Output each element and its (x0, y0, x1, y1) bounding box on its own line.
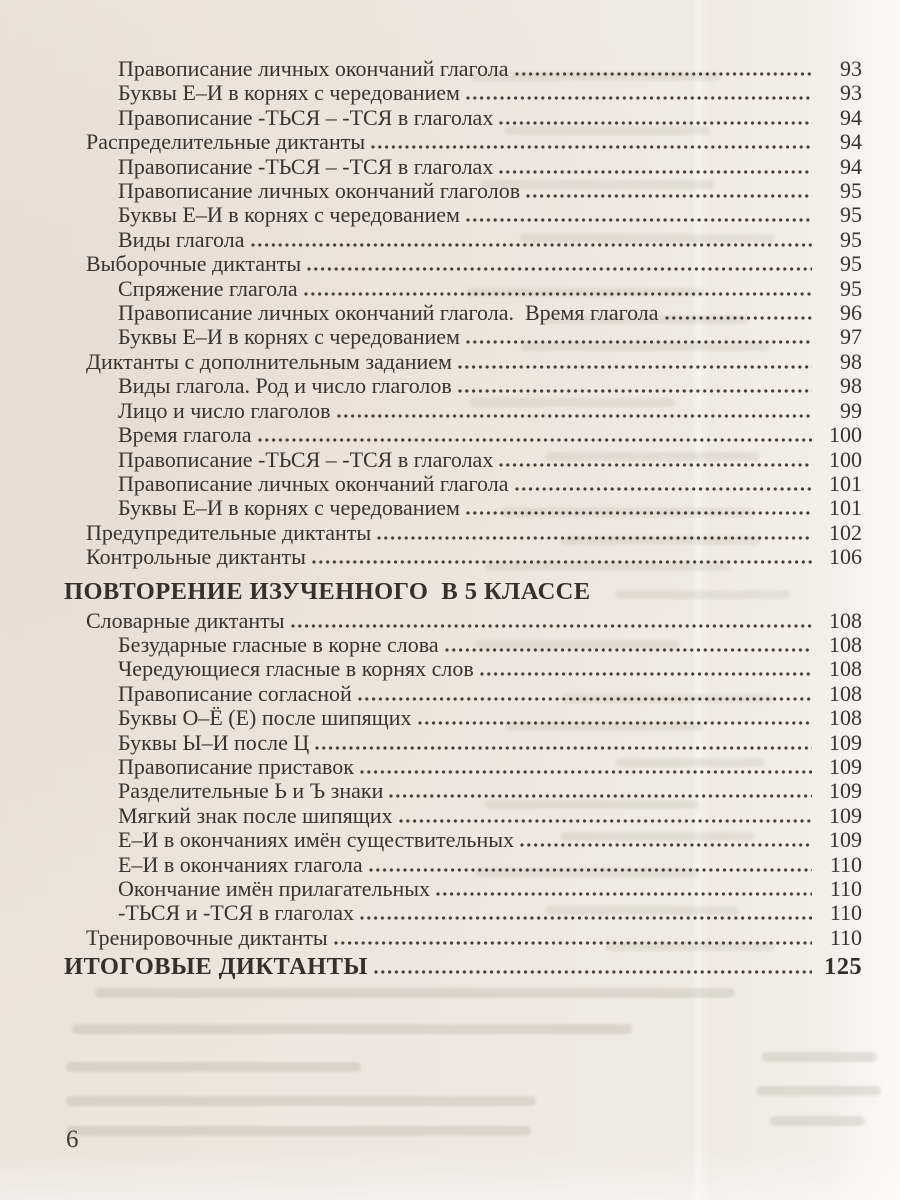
toc-entry-title: Чередующиеся гласные в корнях слов (118, 656, 474, 682)
dot-leader (499, 121, 812, 125)
toc-entry (86, 545, 862, 569)
dot-leader (466, 340, 812, 344)
toc-entry (118, 633, 862, 657)
toc-entry (118, 301, 862, 325)
dot-leader (466, 218, 812, 222)
toc-entry-title: Окончание имён прилагательных (118, 876, 431, 901)
toc-entry-title: Спряжение глагола (118, 275, 298, 301)
toc-entry-title: -ТЬСЯ и -ТСЯ в глаголах (118, 900, 355, 926)
toc-entry-title: Время глагола (118, 422, 252, 448)
toc-entry-page-number: 108 (829, 631, 862, 657)
toc-entry (86, 350, 862, 374)
folio-page-number: 6 (66, 1126, 79, 1153)
dot-leader (418, 721, 812, 725)
toc-entry-page-number: 125 (824, 953, 862, 981)
toc-entry-title: Буквы Е–И в корнях с чередованием (118, 80, 460, 106)
toc-entry-page-number: 109 (829, 729, 862, 755)
toc-entry (118, 828, 862, 852)
dot-leader (515, 72, 813, 76)
toc-entry-title: Буквы О–Ё (Е) после шипящих (118, 705, 412, 731)
toc-entry (86, 521, 862, 545)
toc-entry (86, 252, 862, 276)
toc-entry-title: Буквы Е–И в корнях с чередованием (118, 202, 460, 228)
toc-entry-page-number: 94 (840, 104, 862, 130)
toc-entry-page-number: 109 (829, 827, 862, 853)
toc-entry-title: Буквы Е–И в корнях с чередованием (118, 324, 460, 350)
toc-entry-page-number: 100 (829, 446, 862, 472)
toc-entry-title: ИТОГОВЫЕ ДИКТАНТЫ (64, 953, 368, 981)
toc-entry-page-number: 110 (829, 851, 862, 877)
toc-entry-title: Правописание личных окончаний глагола (118, 470, 509, 496)
toc-entry-page-number: 98 (840, 373, 862, 399)
toc-entry-page-number: 95 (840, 202, 862, 228)
toc-entry-title: Правописание согласной (118, 680, 352, 706)
toc-entry (118, 472, 862, 496)
dot-leader (377, 536, 812, 540)
toc-entry (118, 853, 862, 877)
dot-leader (436, 892, 812, 896)
dot-leader (312, 560, 812, 564)
toc-section-heading (64, 579, 862, 605)
toc-entry-page-number: 95 (840, 251, 862, 277)
toc-entry-title: Правописание приставок (118, 753, 354, 779)
toc-entry-page-number: 109 (829, 753, 862, 779)
toc-entry-title: Лицо и число глаголов (118, 397, 331, 423)
toc-entry-title: Диктанты с дополнительным заданием (86, 348, 452, 374)
toc-entry-title: Правописание личных окончаний глагола. Время глагола (118, 300, 659, 326)
toc-entry-page-number: 102 (829, 519, 862, 545)
table-of-contents (0, 57, 862, 980)
toc-entry (118, 706, 862, 730)
toc-list (0, 57, 862, 980)
toc-entry (118, 755, 862, 779)
toc-entry (118, 228, 862, 252)
showthrough-line (72, 1024, 632, 1034)
toc-entry-page-number: 109 (829, 802, 862, 828)
toc-entry-title: Правописание -ТЬСЯ – -ТСЯ в глаголах (118, 104, 494, 130)
toc-entry (118, 374, 862, 398)
dot-leader (360, 916, 812, 920)
toc-entry (118, 325, 862, 349)
showthrough-line (770, 1116, 865, 1126)
toc-entry (118, 81, 862, 105)
dot-leader (458, 389, 812, 393)
toc-entry (118, 448, 862, 472)
toc-entry-title: Буквы Ы–И после Ц (118, 729, 310, 755)
toc-entry-page-number: 108 (829, 705, 862, 731)
toc-entry-title: Правописание -ТЬСЯ – -ТСЯ в глаголах (118, 153, 494, 179)
toc-entry (118, 657, 862, 681)
toc-entry-title: Правописание -ТЬСЯ – -ТСЯ в глаголах (118, 446, 494, 472)
toc-entry-page-number: 95 (840, 275, 862, 301)
dot-leader (499, 170, 812, 174)
dot-leader (399, 819, 812, 823)
toc-entry-page-number: 94 (840, 129, 862, 155)
toc-entry-title: Правописание личных окончаний глаголов (118, 178, 521, 204)
dot-leader (445, 648, 812, 652)
dot-leader (251, 243, 813, 247)
toc-entry-title: Виды глагола (118, 226, 245, 252)
dot-leader (374, 970, 812, 974)
toc-entry (118, 877, 862, 901)
toc-entry-page-number: 108 (829, 607, 862, 633)
toc-entry-page-number: 110 (829, 924, 862, 950)
toc-entry-page-number: 101 (829, 470, 862, 496)
dot-leader (334, 941, 812, 945)
toc-entry-page-number: 97 (840, 324, 862, 350)
toc-entry-title: Словарные диктанты (86, 607, 285, 633)
dot-leader (515, 487, 813, 491)
toc-entry-title: Мягкий знак после шипящих (118, 802, 393, 828)
toc-entry-page-number: 96 (840, 300, 862, 326)
toc-entry (86, 130, 862, 154)
dot-leader (480, 672, 812, 676)
toc-entry-page-number: 100 (829, 422, 862, 448)
toc-entry-title: Е–И в окончаниях имён существительных (118, 827, 514, 853)
toc-entry (118, 155, 862, 179)
toc-entry-title: Правописание личных окончаний глагола (118, 56, 509, 81)
toc-entry-title: Распределительные диктанты (86, 129, 366, 155)
toc-entry-page-number: 98 (840, 348, 862, 374)
toc-entry-title: Тренировочные диктанты (86, 924, 328, 950)
toc-entry (118, 203, 862, 227)
toc-entry-page-number: 108 (829, 656, 862, 682)
toc-entry-title: ПОВТОРЕНИЕ ИЗУЧЕННОГО В 5 КЛАССЕ (64, 577, 591, 605)
toc-entry-page-number: 109 (829, 778, 862, 804)
showthrough-line (762, 1052, 877, 1062)
toc-entry-title: Виды глагола. Род и число глаголов (118, 373, 452, 399)
toc-entry-page-number: 106 (829, 544, 862, 570)
dot-leader (337, 414, 812, 418)
toc-entry (118, 179, 862, 203)
toc-entry-title: Выборочные диктанты (86, 251, 302, 277)
dot-leader (258, 438, 812, 442)
toc-entry (118, 731, 862, 755)
toc-entry (118, 399, 862, 423)
toc-entry-page-number: 95 (840, 178, 862, 204)
toc-entry (118, 496, 862, 520)
toc-entry-page-number: 101 (829, 495, 862, 521)
toc-entry-page-number: 108 (829, 680, 862, 706)
dot-leader (466, 511, 812, 515)
toc-entry (118, 277, 862, 301)
dot-leader (466, 96, 812, 100)
showthrough-line (95, 988, 735, 998)
toc-entry (118, 57, 862, 81)
toc-entry-title: Предупредительные диктанты (86, 519, 372, 545)
toc-entry-title: Безударные гласные в корне слова (118, 631, 439, 657)
toc-entry (118, 106, 862, 130)
toc-entry (86, 926, 862, 950)
dot-leader (526, 194, 812, 198)
toc-entry (118, 901, 862, 925)
toc-entry-title: Буквы Е–И в корнях с чередованием (118, 495, 460, 521)
dot-leader (369, 868, 812, 872)
dot-leader (389, 794, 812, 798)
showthrough-line (756, 1086, 881, 1096)
toc-entry-page-number: 110 (829, 876, 862, 901)
dot-leader (358, 697, 812, 701)
toc-entry-title: Контрольные диктанты (86, 544, 306, 570)
toc-entry-page-number: 99 (840, 397, 862, 423)
dot-leader (665, 316, 812, 320)
showthrough-line (66, 1126, 531, 1136)
toc-entry-page-number: 94 (840, 153, 862, 179)
showthrough-line (66, 1096, 536, 1106)
dot-leader (307, 267, 812, 271)
toc-entry-page-number: 110 (829, 900, 862, 926)
toc-entry (86, 609, 862, 633)
toc-entry-page-number: 93 (840, 56, 862, 81)
showthrough-line (66, 1062, 361, 1072)
toc-entry-page-number: 93 (840, 80, 862, 106)
toc-heading-entry (64, 954, 862, 980)
toc-entry (118, 804, 862, 828)
dot-leader (291, 624, 812, 628)
dot-leader (304, 292, 812, 296)
toc-entry (118, 682, 862, 706)
dot-leader (499, 463, 812, 467)
dot-leader (371, 145, 812, 149)
toc-entry-title: Е–И в окончаниях глагола (118, 851, 363, 877)
dot-leader (520, 843, 812, 847)
toc-entry-title: Разделительные Ь и Ъ знаки (118, 778, 384, 804)
dot-leader (458, 365, 812, 369)
toc-entry-page-number: 95 (840, 226, 862, 252)
toc-entry (118, 779, 862, 803)
dot-leader (315, 746, 812, 750)
dot-leader (360, 770, 812, 774)
toc-entry (118, 423, 862, 447)
